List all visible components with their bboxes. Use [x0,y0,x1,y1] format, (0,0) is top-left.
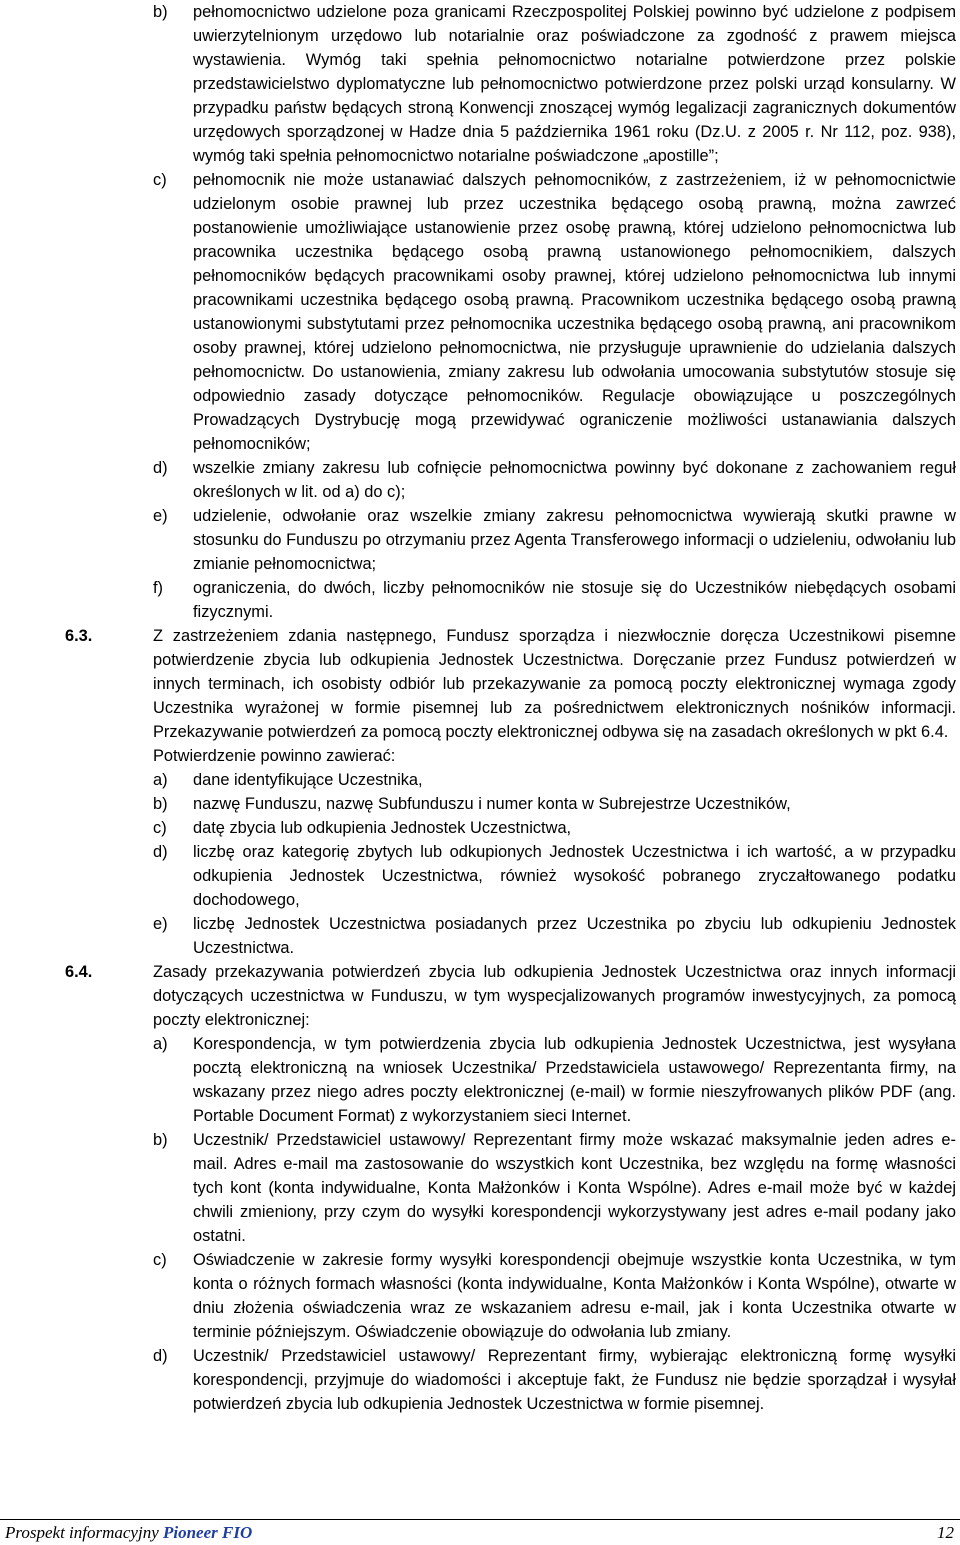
list-marker: c) [153,171,167,189]
list-marker: f) [153,579,164,597]
list-item-text: Korespondencja, w tym potwierdzenia zbycia lub odkupienia Jednostek Uczestnictwa, jest wysyłana pocztą elektroniczną na wniosek Uczestnika/ Przedstawiciela ustawowego/ Reprezentanta firmy, na wskazany przez niego adres poczty elektronicznej (e-mail) w formie nieszyfrowanych plików PDF (ang. Portable Document Format) z wykorzystaniem sieci Internet. [193,1035,956,1125]
list-marker: e) [153,507,168,525]
list-item-text: wszelkie zmiany zakresu lub cofnięcie pełnomocnictwa powinny być dokonane z zachowaniem reguł określonych w lit. od a) do c); [193,459,956,501]
section-intro: Potwierdzenie powinno zawierać: [153,747,396,765]
list-marker: c) [153,819,167,837]
section-number: 6.3. [65,627,93,645]
list-marker: d) [153,459,168,477]
list-marker: a) [153,1035,168,1053]
list-marker: d) [153,843,168,861]
list-marker: b) [153,1131,168,1149]
list-item [0,1344,960,1416]
list-item-text: datę zbycia lub odkupienia Jednostek Uczestnictwa, [193,819,572,837]
list-item-text: Uczestnik/ Przedstawiciel ustawowy/ Reprezentant firmy, wybierając elektroniczną formę wysyłki korespondencji, przyjmuje do wiadomości i akceptuje fakt, że Fundusz nie będzie sporządzał i wysyłał potwierdzeń zbycia lub odkupienia Jednostek Uczestnictwa w formie pisemnej. [193,1347,956,1413]
list-item-c [0,168,960,456]
list-marker: e) [153,915,168,933]
list-marker: a) [153,771,168,789]
page-number: 12 [937,1523,954,1542]
list-item-text: Uczestnik/ Przedstawiciel ustawowy/ Reprezentant firmy może wskazać maksymalnie jeden adres e-mail. Adres e-mail ma zastosowanie do wszystkich kont Uczestnika, bez względu na formę własności tych kont (konta indywidualne, Konta Małżonków i Konta Wspólne). Adres e-mail może być w każdej chwili zmieniony, przy czym do wysyłki korespondencji wykorzystywany jest adres e-mail podany jako ostatni. [193,1131,956,1245]
footer-brand: Pioneer FIO [163,1523,253,1542]
section-text: Z zastrzeżeniem zdania następnego, Fundusz sporządza i niezwłocznie doręcza Uczestnikowi pisemne potwierdzenie zbycia lub odkupienia Jednostek Uczestnictwa. Doręczanie przez Fundusz potwierdzeń w innych terminach, ich osobisty odbiór lub przekazywanie za pomocą poczty elektronicznej wymaga zgody Uczestnika wyrażonej w formie pisemnej lub za pośrednictwem elektronicznych nośników informacji. Przekazywanie potwierdzeń za pomocą poczty elektronicznej odbywa się na zasadach określonych w pkt 6.4. [153,627,956,741]
list-marker: b) [153,3,168,21]
list-item [0,816,960,840]
footer-prefix: Prospekt informacyjny [5,1523,163,1542]
list-item-text: udzielenie, odwołanie oraz wszelkie zmiany zakresu pełnomocnictwa wywierają skutki prawne w stosunku do Funduszu po otrzymaniu przez Agenta Transferowego informacji o udzieleniu, odwołaniu lub zmianie pełnomocnictwa; [193,507,956,573]
section-6-3 [0,624,960,744]
list-item [0,840,960,912]
section-text: Zasady przekazywania potwierdzeń zbycia lub odkupienia Jednostek Uczestnictwa oraz innych informacji dotyczących uczestnictwa w Funduszu, w tym wyspecjalizowanych programów inwestycyjnych, za pomocą poczty elektronicznej: [153,963,956,1029]
list-item-text: liczbę oraz kategorię zbytych lub odkupionych Jednostek Uczestnictwa i ich wartość, a w przypadku odkupienia Jednostek Uczestnictwa, również wysokość pobranego zryczałtowanego podatku dochodowego, [193,843,956,909]
list-item-text: nazwę Funduszu, nazwę Subfunduszu i numer konta w Subrejestrze Uczestników, [193,795,791,813]
list-item-text: liczbę Jednostek Uczestnictwa posiadanych przez Uczestnika po zbyciu lub odkupieniu Jednostek Uczestnictwa. [193,915,956,957]
list-item [0,1128,960,1248]
list-item [0,768,960,792]
section-number: 6.4. [65,963,93,981]
list-item [0,792,960,816]
footer-title [5,1522,252,1544]
footer-divider [0,1519,960,1520]
list-item-e [0,504,960,576]
list-item-b [0,0,960,168]
list-item-d [0,456,960,504]
section-6-4 [0,960,960,1032]
list-item-text: pełnomocnictwo udzielone poza granicami Rzeczpospolitej Polskiej powinno być udzielone z podpisem uwierzytelnionym urzędowo lub notarialnie oraz poświadczone za zgodność z prawem miejsca wystawienia. Wymóg taki spełnia pełnomocnictwo notarialne potwierdzone przez polskie przedstawicielstwo dyplomatyczne lub pełnomocnictwo potwierdzone przez polski urząd konsularny. W przypadku państw będących stroną Konwencji znoszącej wymóg legalizacji zagranicznych dokumentów urzędowych sporządzonej w Hadze dnia 5 października 1961 roku (Dz.U. z 2005 r. Nr 112, poz. 938), wymóg taki spełnia pełnomocnictwo notarialne poświadczone „apostille”; [193,3,956,165]
list-item-text: dane identyfikujące Uczestnika, [193,771,423,789]
list-item [0,1248,960,1344]
list-item-f [0,576,960,624]
list-item-text: pełnomocnik nie może ustanawiać dalszych pełnomocników, z zastrzeżeniem, iż w pełnomocnictwie udzielonym osobie prawnej lub przez uczestnika będącego osobą prawną, można zawrzeć postanowienie umożliwiające ustanowienie przez osobę prawną, której udzielono pełnomocnictwa lub pracownika uczestnika będącego osobą prawną ustanowionego pełnomocnikiem, dalszych pełnomocników będących pracownikami osoby prawnej, której udzielono pełnomocnictwa lub innymi pracownikami uczestnika będącego osobą prawną. Pracownikom uczestnika będącego osobą prawną ustanowionymi substytutami przez pełnomocnika uczestnika będącego osobą prawną, ani pracownikom osoby prawnej, której udzielono pełnomocnictwa, nie przysługuje uprawnienie do udzielania dalszych pełnomocnictw. Do ustanowienia, zmiany zakresu lub odwołania umocowania substytutów stosuje się odpowiednio zasady dotyczące pełnomocników. Regulacje obowiązujące u poszczególnych Prowadzących Dystrybucję mogą przewidywać ograniczenie możliwości ustanawiania dalszych pełnomocników; [193,171,956,453]
list-marker: b) [153,795,168,813]
list-item [0,912,960,960]
list-marker: c) [153,1251,167,1269]
list-item-text: ograniczenia, do dwóch, liczby pełnomocników nie stosuje się do Uczestników niebędących osobami fizycznymi. [193,579,956,621]
list-marker: d) [153,1347,168,1365]
list-item [0,1032,960,1128]
list-item-text: Oświadczenie w zakresie formy wysyłki korespondencji obejmuje wszystkie konta Uczestnika, w tym konta o różnych formach własności (konta indywidualne, Konta Małżonków i Konta Wspólne), otwarte w dniu złożenia oświadczenia wraz ze wskazaniem adresu e-mail, jak i konta Uczestnika otwarte w terminie późniejszym. Oświadczenie obowiązuje do odwołania lub zmiany. [193,1251,956,1341]
